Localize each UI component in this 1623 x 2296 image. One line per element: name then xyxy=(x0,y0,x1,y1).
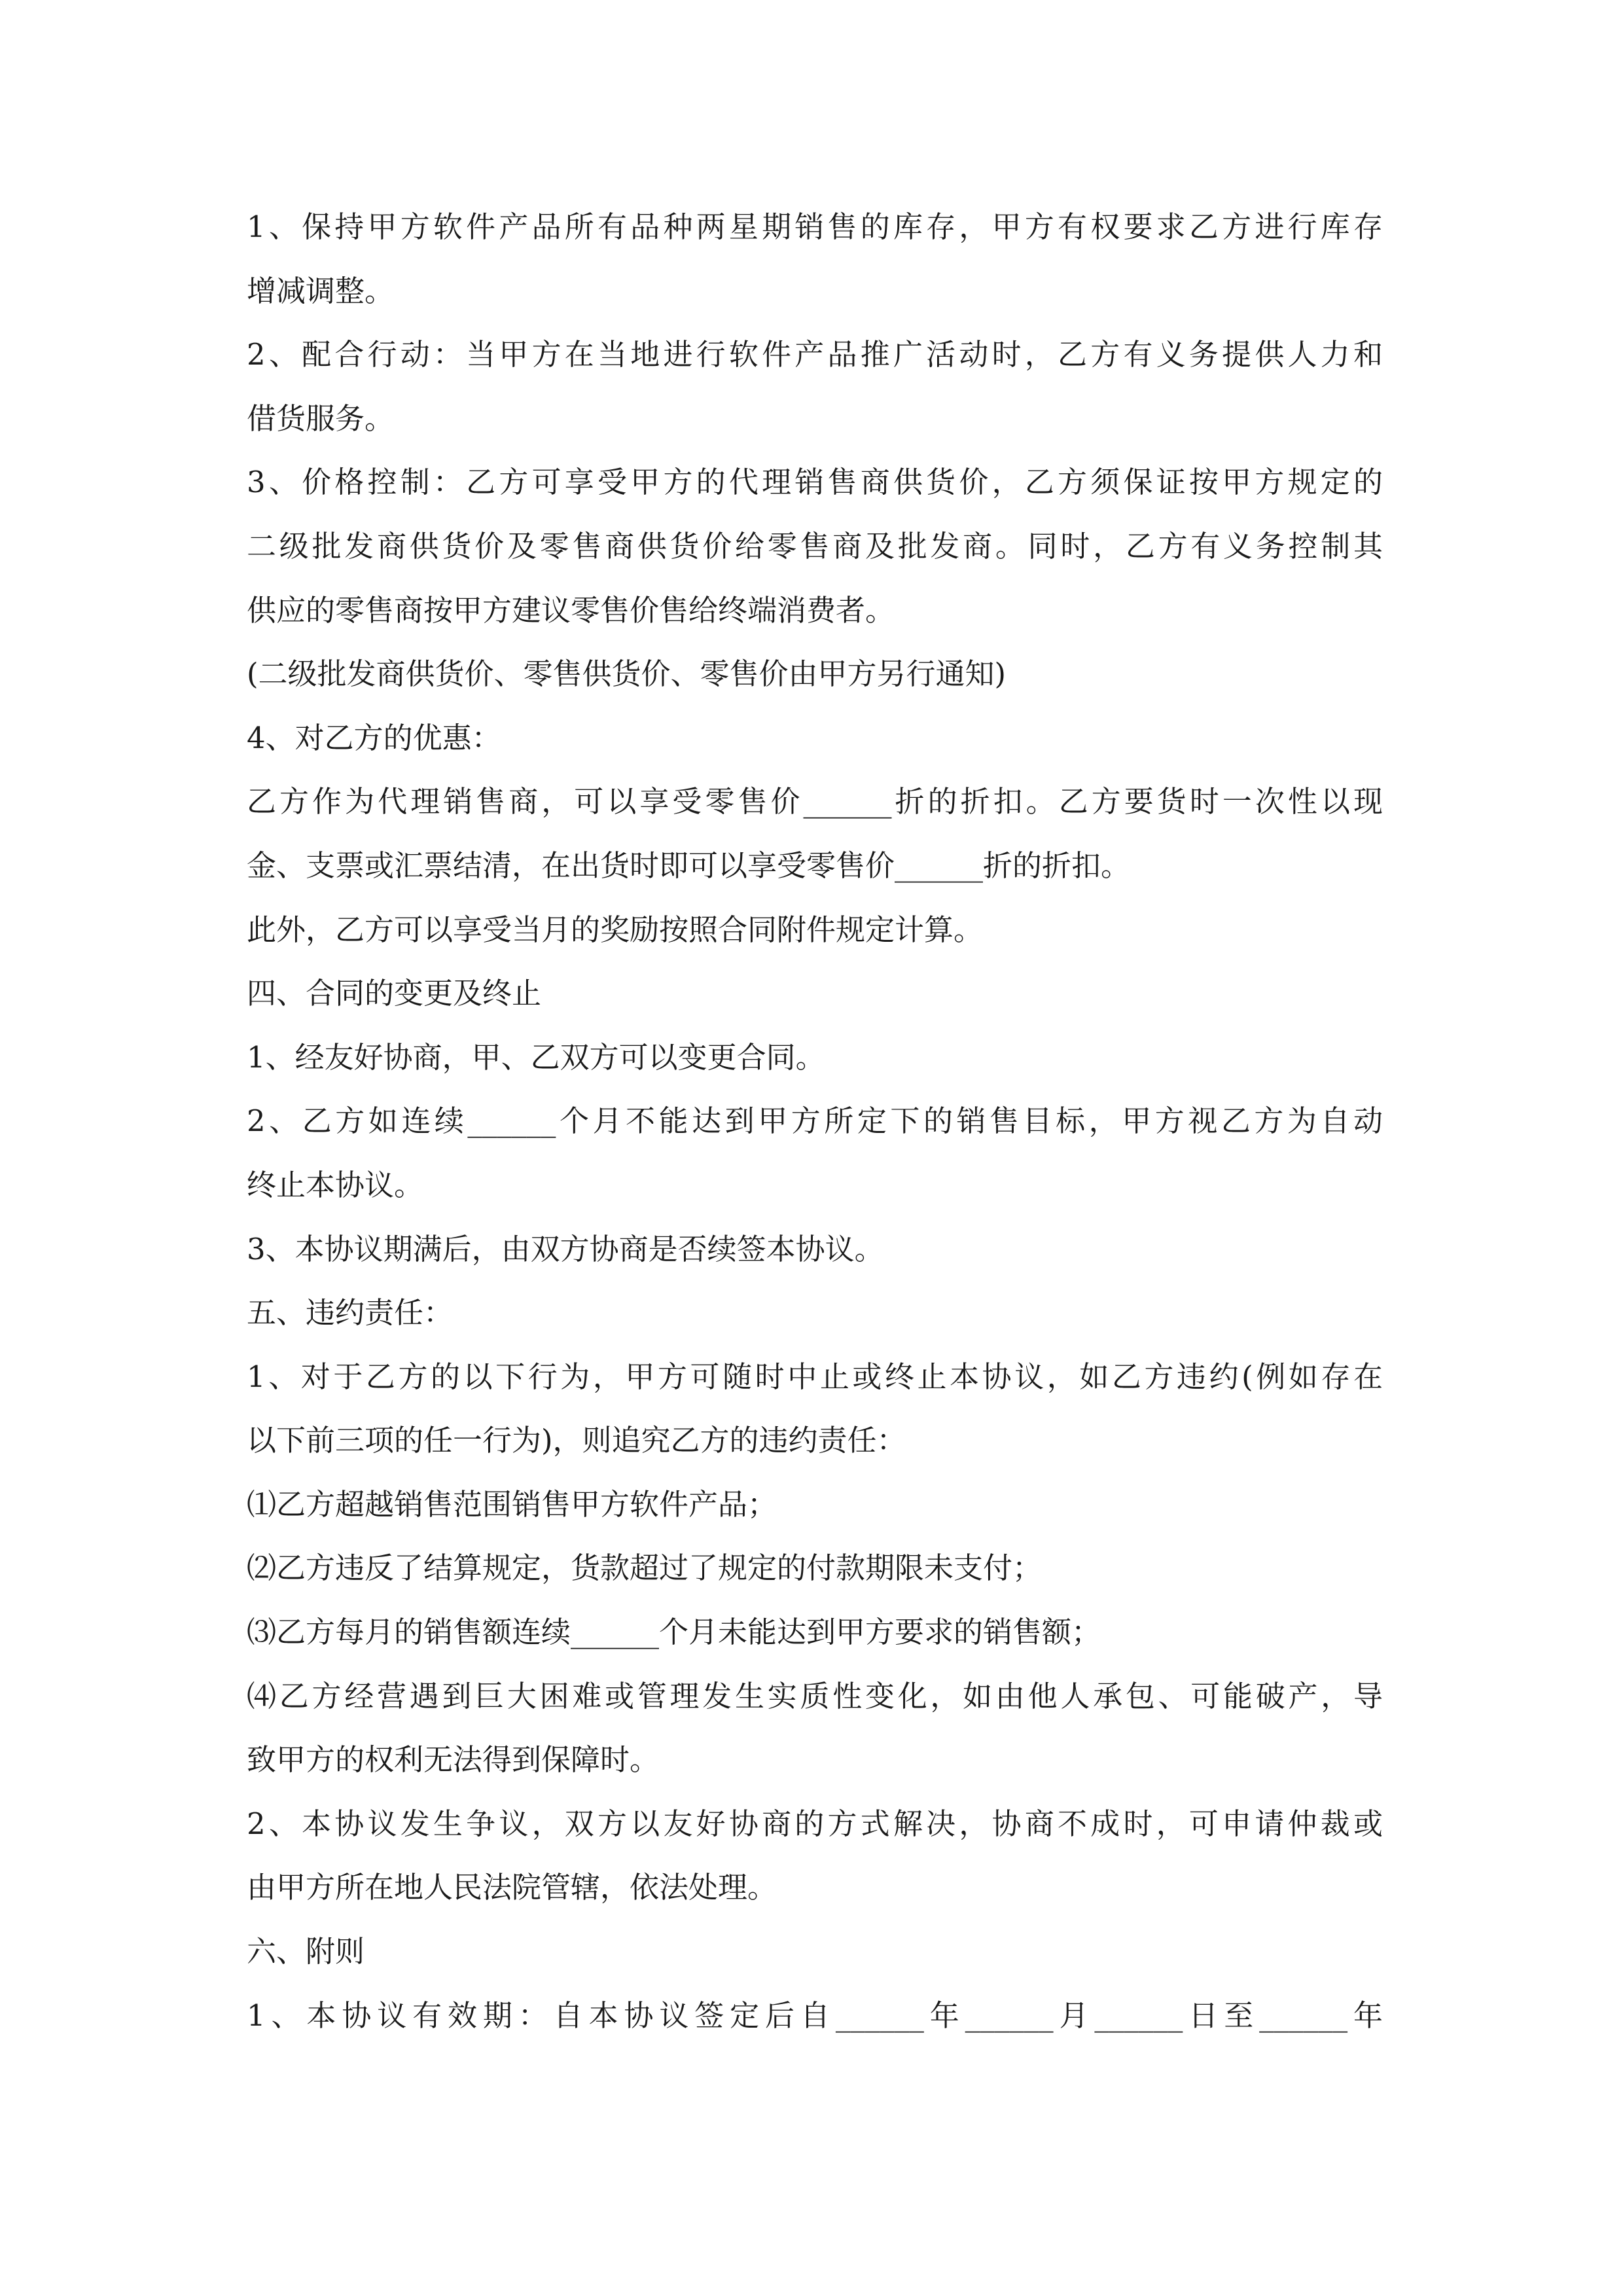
text-line: 1、对于乙方的以下行为，甲方可随时中止或终止本协议，如乙方违约(例如存在 xyxy=(247,1359,1383,1394)
text-line: 1、经友好协商，甲、乙双方可以变更合同。 xyxy=(247,1039,825,1075)
section-heading: 4、对乙方的优惠： xyxy=(247,720,501,755)
text-line: 由甲方所在地人民法院管辖，依法处理。 xyxy=(247,1870,777,1905)
list-item: ⑵乙方违反了结算规定，货款超过了规定的付款期限未支付； xyxy=(247,1551,1043,1586)
text-line: (二级批发商供货价、零售供货价、零售价由甲方另行通知) xyxy=(247,656,1007,692)
text-line: 以下前三项的任一行为)，则追究乙方的违约责任： xyxy=(247,1423,906,1458)
list-item: ⑶乙方每月的销售额连续______个月未能达到甲方要求的销售额； xyxy=(247,1615,1101,1650)
text-line: 2、配合行动：当甲方在当地进行软件产品推广活动时，乙方有义务提供人力和 xyxy=(247,337,1383,372)
text-line: 此外，乙方可以享受当月的奖励按照合同附件规定计算。 xyxy=(247,912,984,947)
text-line: 3、价格控制：乙方可享受甲方的代理销售商供货价，乙方须保证按甲方规定的 xyxy=(247,465,1383,500)
text-line: 二级批发商供货价及零售商供货价给零售商及批发商。同时，乙方有义务控制其 xyxy=(247,528,1383,564)
section-heading: 五、违约责任： xyxy=(247,1295,454,1331)
text-line: 3、本协议期满后，由双方协商是否续签本协议。 xyxy=(247,1231,884,1266)
text-line: 乙方作为代理销售商，可以享受零售价______折的折扣。乙方要货时一次性以现 xyxy=(247,784,1383,819)
text-line: 2、乙方如连续______个月不能达到甲方所定下的销售目标，甲方视乙方为自动 xyxy=(247,1103,1383,1139)
text-line: 金、支票或汇票结清，在出货时即可以享受零售价______折的折扣。 xyxy=(247,848,1131,883)
text-line: 2、本协议发生争议，双方以友好协商的方式解决，协商不成时，可申请仲裁或 xyxy=(247,1806,1383,1841)
text-line: 借货服务。 xyxy=(247,401,395,436)
section-heading: 四、合同的变更及终止 xyxy=(247,976,542,1011)
list-item: ⑴乙方超越销售范围销售甲方软件产品； xyxy=(247,1486,777,1522)
text-line: 增减调整。 xyxy=(247,273,395,308)
section-heading: 六、附则 xyxy=(247,1934,365,1969)
document-body xyxy=(247,195,1383,2047)
list-item: ⑷乙方经营遇到巨大困难或管理发生实质性变化，如由他人承包、可能破产，导 xyxy=(247,1678,1383,1713)
text-line: 1、保持甲方软件产品所有品种两星期销售的库存，甲方有权要求乙方进行库存 xyxy=(247,209,1383,244)
text-line: 1、本协议有效期：自本协议签定后自______年______月______日至______年 xyxy=(247,1998,1383,2033)
text-line: 供应的零售商按甲方建议零售价售给终端消费者。 xyxy=(247,592,895,628)
text-line: 致甲方的权利无法得到保障时。 xyxy=(247,1742,660,1778)
text-line: 终止本协议。 xyxy=(247,1167,424,1202)
